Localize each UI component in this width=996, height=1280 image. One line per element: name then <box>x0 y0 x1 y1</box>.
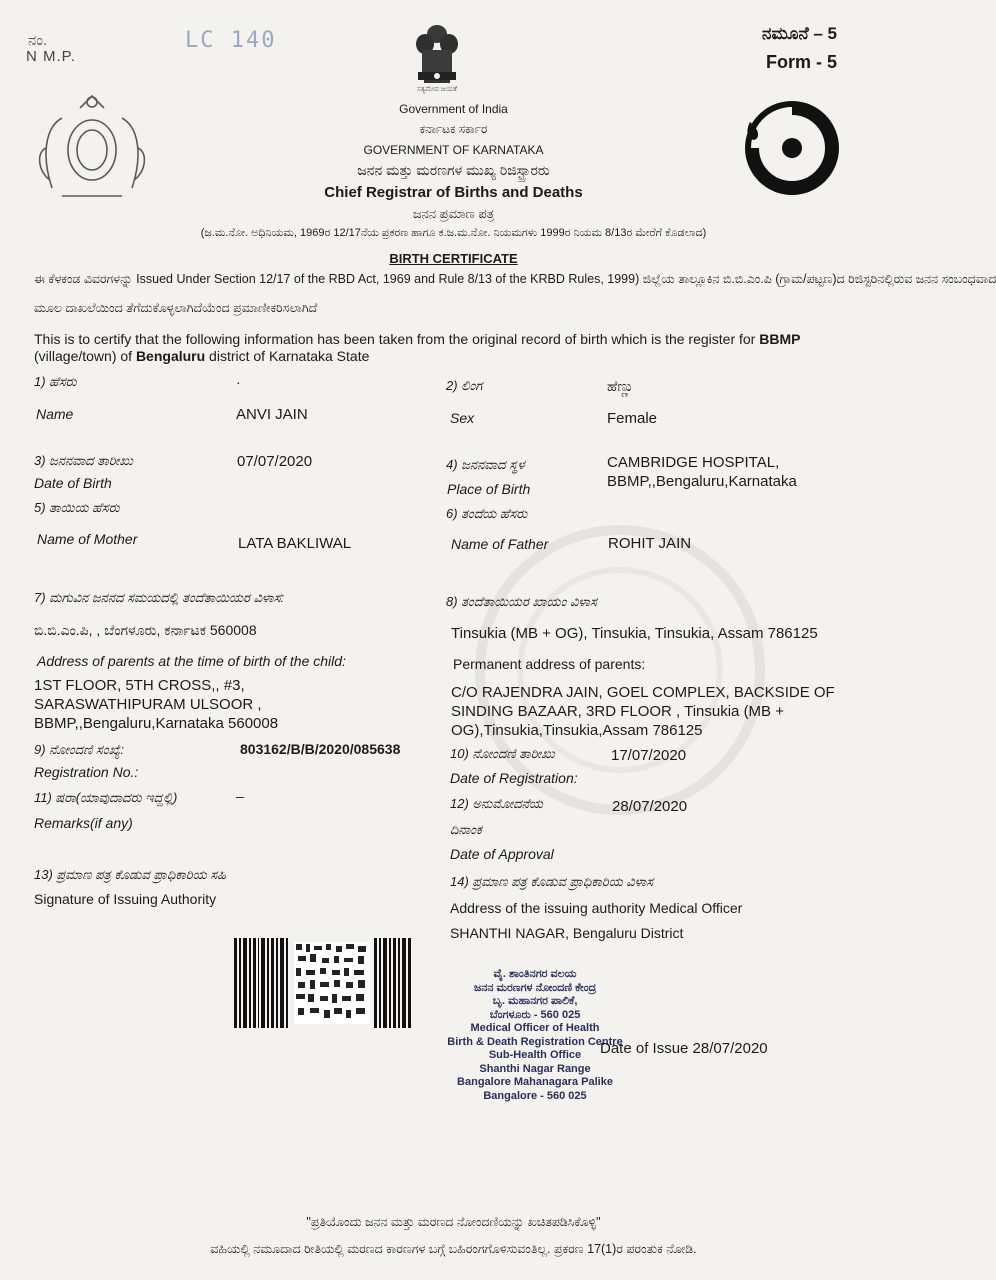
dob-label-kannada: 3) ಜನನವಾದ ತಾರೀಖು <box>34 453 133 468</box>
dob-value: 07/07/2020 <box>237 453 313 470</box>
birth-address-line-1: 1ST FLOOR, 5TH CROSS,, #3, <box>34 677 245 694</box>
birth-address-line-2: SARASWATHIPURAM ULSOOR , <box>34 696 262 713</box>
ink-serial-number: LC 140 <box>185 28 277 53</box>
government-of-india: Government of India <box>399 102 508 116</box>
emblem-caption: ಸತ್ಯಮೇವ ಜಯತೆ <box>417 86 457 93</box>
registration-date-label: Date of Registration: <box>450 770 578 786</box>
birth-address-value-kannada: ಬಿ.ಬಿ.ಎಂ.ಪಿ, , ಬೆಂಗಳೂರು, ಕರ್ನಾಟಕ 560008 <box>34 622 257 638</box>
signature-label: Signature of Issuing Authority <box>34 891 217 907</box>
approval-label-kannada-2: ದಿನಾಂಕ <box>450 822 482 837</box>
authority-address-label: Address of the issuing authority Medical Officer <box>450 900 743 916</box>
form-number-english: Form - 5 <box>765 52 837 72</box>
footer-note: ವಹಿಯಲ್ಲಿ ನಮೂದಾದ ರೀತಿಯಲ್ಲಿ ಮರಣದ ಕಾರಣಗಳ ಬಗ್ಗೆ ಬಹಿರಂಗಗೊಳಿಸುವಂತಿಲ್ಲ. ಪ್ರಕರಣ 17(1)ರ ಪರಂತುಕ ನೋಡಿ. <box>210 1242 697 1256</box>
sex-value: Female <box>607 410 658 427</box>
birth-certificate-kannada-title: ಜನನ ಪ್ರಮಾಣ ಪತ್ರ <box>412 206 495 221</box>
registration-number-label: Registration No.: <box>34 764 139 780</box>
permanent-address-value-summary: Tinsukia (MB + OG), Tinsukia, Tinsukia, Assam 786125 <box>451 625 818 642</box>
registration-number-label-kannada: 9) ನೋಂದಣಿ ಸಂಖ್ಯೆ: <box>34 742 124 757</box>
barcode-icon <box>234 938 414 1028</box>
authority-address-label-kannada: 14) ಪ್ರಮಾಣ ಪತ್ರ ಕೊಡುವ ಪ್ರಾಧಿಕಾರಿಯ ವಿಳಾಸ <box>450 874 654 889</box>
approval-date-label: Date of Approval <box>450 846 554 862</box>
remarks-label: Remarks(if any) <box>34 815 133 831</box>
birth-address-line-3: BBMP,,Bengaluru,Karnataka 560008 <box>34 715 279 732</box>
name-value: ANVI JAIN <box>236 406 308 423</box>
birth-certificate-title: BIRTH CERTIFICATE <box>389 251 518 266</box>
name-label: Name <box>36 406 74 422</box>
certification-statement: This is to certify that the following information has been taken from the original record of birth which is the register for BBMP (village/town) of Bengaluru district of Karnataka State <box>34 331 801 364</box>
act-reference-note: (ಜ.ಮ.ನೋ. ಅಧಿನಿಯಮ, 1969ರ 12/17ನೆಯ ಪ್ರಕರಣ ಹಾಗೂ ಕ.ಜ.ಮ.ನೋ. ನಿಯಮಗಳು 1999ರ ನಿಯಮ 8/13ರ ಮೇರೆಗೆ ಕೊಡಲಾದ) <box>200 227 707 239</box>
registration-date-value: 17/07/2020 <box>611 747 687 764</box>
name-separator: · <box>236 374 241 390</box>
father-label: Name of Father <box>451 536 549 552</box>
birth-address-label: Address of parents at the time of birth of the child: <box>37 653 346 669</box>
intro-kannada-line-2: ಮೂಲ ದಾಖಲೆಯಿಂದ ತೆಗೆದುಕೊಳ್ಳಲಾಗಿದೆಯೆಂದ ಪ್ರಮಾಣೀಕರಿಸಲಾಗಿದೆ <box>34 301 318 315</box>
authority-address-value: SHANTHI NAGAR, Bengaluru District <box>450 925 684 941</box>
sex-value-kannada: ಹೆಣ್ಣು <box>607 378 634 394</box>
number-label: ನಂ. <box>28 32 48 49</box>
permanent-address-label-kannada: 8) ತಂದೆತಾಯಿಯರ ಖಾಯಂ ವಿಳಾಸ <box>446 594 597 609</box>
pob-value-line-1: CAMBRIDGE HOSPITAL, <box>607 454 780 471</box>
district-name: Bengaluru <box>135 348 206 364</box>
sex-label: Sex <box>450 410 475 426</box>
name-label-kannada: 1) ಹೆಸರು <box>34 374 77 389</box>
signature-label-kannada: 13) ಪ್ರಮಾಣ ಪತ್ರ ಕೊಡುವ ಪ್ರಾಧಿಕಾರಿಯ ಸಹಿ <box>34 867 227 882</box>
pob-label: Place of Birth <box>447 481 531 497</box>
remarks-label-kannada: 11) ಷರಾ(ಯಾವುದಾದರು ಇದ್ದಲ್ಲಿ) <box>34 790 178 805</box>
remarks-value: – <box>236 788 244 804</box>
father-value: ROHIT JAIN <box>608 535 692 552</box>
footer-slogan: "ಪ್ರತಿಯೊಂದು ಜನನ ಮತ್ತು ಮರಣದ ನೋಂದಣಿಯನ್ನು ಖಚಿತಪಡಿಸಿಕೊಳ್ಳಿ" <box>306 1215 601 1229</box>
registration-date-label-kannada: 10) ನೋಂದಣಿ ತಾರೀಖು <box>450 746 555 761</box>
government-of-karnataka: GOVERNMENT OF KARNATAKA <box>363 143 544 157</box>
permanent-address-label: Permanent address of parents: <box>453 656 646 672</box>
mp-label: N M.P. <box>26 48 76 65</box>
official-stamp: ವೈ. ಶಾಂತಿನಗರ ವಲಯ ಜನನ ಮರಣಗಳ ನೋಂದಣಿ ಕೇಂದ್ರ ಬೃ. ಮಹಾನಗರ ಪಾಲಿಕೆ, ಬೆಂಗಳೂರು - 560 025 Medical Officer of Health Birth & Death Registration Centre Sub-Health Office Shanthi Nagar Range Bangalore Mahanagara Palike Bangalore - 560 025 <box>447 968 623 1102</box>
permanent-address-line-3: OG),Tinsukia,Tinsukia,Assam 786125 <box>451 722 703 739</box>
registration-number-value: 803162/B/B/2020/085638 <box>240 741 401 757</box>
approval-label-kannada: 12) ಅನುಮೋದನೆಯ <box>450 796 543 811</box>
approval-date-value: 28/07/2020 <box>612 798 688 815</box>
pob-label-kannada: 4) ಜನನವಾದ ಸ್ಥಳ <box>446 457 525 472</box>
sex-label-kannada: 2) ಲಿಂಗ <box>446 378 483 393</box>
mother-value: LATA BAKLIWAL <box>238 535 352 552</box>
chief-registrar-kannada: ಜನನ ಮತ್ತು ಮರಣಗಳ ಮುಖ್ಯ ರಿಜಿಸ್ಟ್ರಾರರು <box>357 162 550 178</box>
mother-label-kannada: 5) ತಾಯಿಯ ಹೆಸರು <box>34 500 120 515</box>
chief-registrar-english: Chief Registrar of Births and Deaths <box>324 184 583 201</box>
dob-label: Date of Birth <box>34 475 112 491</box>
karnataka-government-kannada: ಕರ್ನಾಟಕ ಸರ್ಕಾರ <box>419 122 488 136</box>
date-of-issue: Date of Issue 28/07/2020 <box>600 1040 768 1057</box>
mother-label: Name of Mother <box>37 531 138 547</box>
permanent-address-line-2: SINDING BAZAAR, 3RD FLOOR , Tinsukia (MB + <box>451 703 784 720</box>
birth-address-label-kannada: 7) ಮಗುವಿನ ಜನನದ ಸಮಯದಲ್ಲಿ ತಂದೆತಾಯಿಯರ ವಿಳಾಸ: <box>34 590 285 605</box>
register-name: BBMP <box>759 331 801 347</box>
pob-value-line-2: BBMP,,Bengaluru,Karnataka <box>607 473 797 490</box>
intro-kannada-line-1: ಈ ಕೆಳಕಂಡ ವಿವರಗಳನ್ನು Issued Under Section 12/17 of the RBD Act, 1969 and Rule 8/13 of the KRBD Rules, 1999) ಜಿಲ್ಲೆಯ ತಾಲ್ಲೂಕಿನ ಬಿ.ಬಿ.ಎಂ.ಪಿ (ಗ್ರಾಮ/ಪಟ್ಟಣ)ದ ರಿಜಿಸ್ಟರಿನಲ್ಲಿರುವ ಜನನ ಸಂಬಂಧವಾದ <box>34 272 996 286</box>
father-label-kannada: 6) ತಂದೆಯ ಹೆಸರು <box>446 506 528 521</box>
form-number-kannada: ನಮೂನೆ – 5 <box>762 24 837 43</box>
permanent-address-line-1: C/O RAJENDRA JAIN, GOEL COMPLEX, BACKSIDE OF <box>451 684 835 701</box>
